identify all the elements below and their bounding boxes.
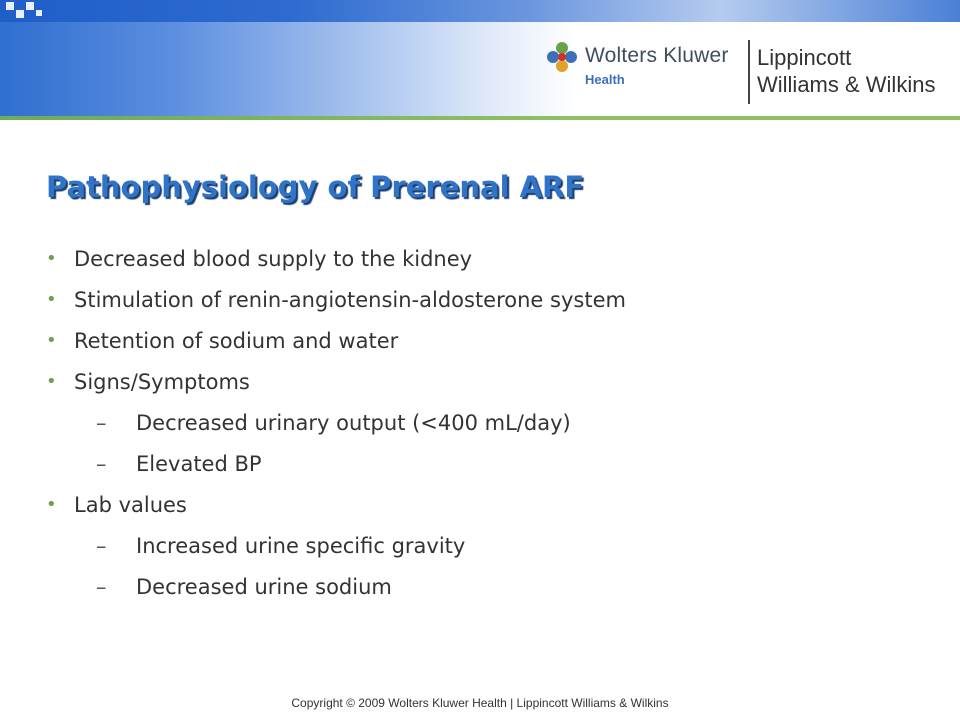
bullet-text: Elevated BP <box>136 452 262 476</box>
logo-divider <box>748 40 750 104</box>
bullet-text: Retention of sodium and water <box>74 329 399 353</box>
bullet-dot-icon: • <box>46 248 57 269</box>
corner-squares-decoration <box>0 0 60 22</box>
bullet-dot-icon: • <box>46 289 57 310</box>
bullet-item <box>46 240 926 281</box>
sub-bullet-item <box>46 445 926 486</box>
dash-marker-icon: – <box>96 534 107 558</box>
brand-name: Wolters Kluwer <box>585 44 729 67</box>
header-top-strip <box>0 0 960 22</box>
dash-marker-icon: – <box>96 452 107 476</box>
brand-subtitle: Health <box>585 72 625 87</box>
sub-bullet-item <box>46 527 926 568</box>
sub-bullet-item <box>46 568 926 609</box>
dash-marker-icon: – <box>96 411 107 435</box>
partner-name <box>757 44 935 98</box>
footer-copyright: Copyright © 2009 Wolters Kluwer Health | Lippincott Williams & Wilkins <box>291 696 669 710</box>
sub-bullet-item <box>46 404 926 445</box>
bullet-item <box>46 363 926 404</box>
bullet-dot-icon: • <box>46 494 57 515</box>
bullet-text: Decreased blood supply to the kidney <box>74 247 473 271</box>
bullet-text: Decreased urine sodium <box>136 575 392 599</box>
bullet-list <box>46 240 926 609</box>
bullet-item <box>46 322 926 363</box>
bullet-text: Lab values <box>74 493 187 517</box>
bullet-text: Increased urine specific gravity <box>136 534 466 558</box>
bullet-text: Decreased urinary output (<400 mL/day) <box>136 411 571 435</box>
partner-name-line1: Lippincott <box>757 45 852 70</box>
wolters-kluwer-logo-icon <box>545 40 579 74</box>
bullet-dot-icon: • <box>46 330 57 351</box>
dash-marker-icon: – <box>96 575 107 599</box>
slide-title: Pathophysiology of Prerenal ARF <box>46 170 585 204</box>
partner-name-line2: Williams & Wilkins <box>757 72 936 97</box>
bullet-item <box>46 486 926 527</box>
publisher-logo <box>545 38 955 108</box>
bullet-item <box>46 281 926 322</box>
header-green-rule <box>0 116 960 120</box>
bullet-text: Signs/Symptoms <box>74 370 250 394</box>
bullet-text: Stimulation of renin-angiotensin-aldosterone system <box>74 288 626 312</box>
bullet-dot-icon: • <box>46 371 57 392</box>
